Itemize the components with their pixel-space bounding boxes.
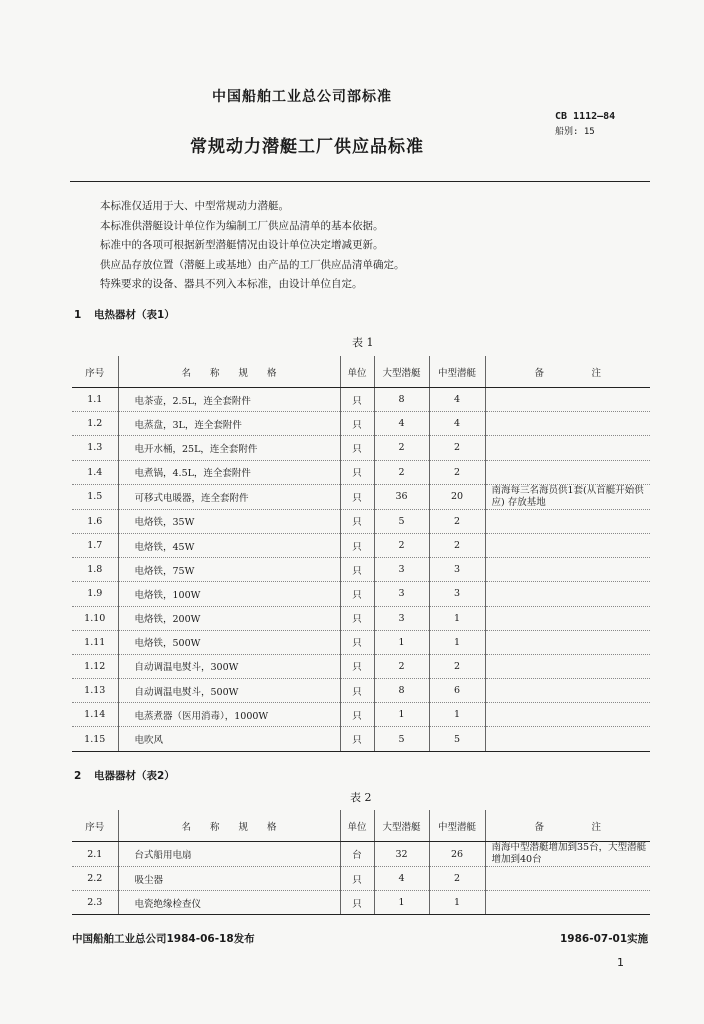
qty-large-sub: 2: [374, 436, 429, 460]
row-number: 1.1: [72, 388, 118, 412]
row-number: 2.3: [72, 891, 118, 915]
qty-medium-sub: 5: [429, 727, 485, 751]
item-name: 电蒸盘，3L，连全套附件: [118, 412, 340, 436]
item-name: 电烙铁，75W: [118, 558, 340, 582]
item-note: [485, 679, 650, 703]
qty-medium-sub: 2: [429, 867, 485, 891]
row-number: 1.5: [72, 484, 118, 509]
qty-medium-sub: 2: [429, 654, 485, 678]
section-title: 电器器材（表2）: [94, 770, 175, 782]
item-unit: 只: [340, 703, 374, 727]
table-header-row: [72, 356, 650, 388]
header-unit: 单位: [340, 810, 374, 842]
table-row: [72, 558, 650, 582]
intro-paragraphs: [100, 197, 660, 295]
intro-line: 本标准仅适用于大、中型常规动力潜艇。: [100, 200, 289, 212]
item-note: [485, 606, 650, 630]
item-note: [485, 867, 650, 891]
table-row: [72, 606, 650, 630]
qty-large-sub: 1: [374, 891, 429, 915]
qty-large-sub: 36: [374, 484, 429, 509]
item-note: [485, 509, 650, 533]
row-number: 1.9: [72, 582, 118, 606]
item-unit: 只: [340, 679, 374, 703]
row-number: 1.10: [72, 606, 118, 630]
row-number: 1.15: [72, 727, 118, 751]
item-note: [485, 388, 650, 412]
item-note: 南海中型潜艇增加到35台，大型潜艇增加到40台: [485, 842, 650, 867]
qty-medium-sub: 4: [429, 412, 485, 436]
table-row: [72, 484, 650, 509]
item-name: 电烙铁，100W: [118, 582, 340, 606]
item-name: 自动调温电熨斗，500W: [118, 679, 340, 703]
item-name: 电开水桶，25L，连全套附件: [118, 436, 340, 460]
intro-line: 特殊要求的设备、器具不列入本标准，由设计单位自定。: [100, 278, 363, 290]
qty-medium-sub: 2: [429, 509, 485, 533]
item-name: 电烙铁，45W: [118, 533, 340, 557]
item-note: [485, 891, 650, 915]
item-note: [485, 727, 650, 751]
table-row: [72, 533, 650, 557]
item-note: 南海每三名海员供1套(从首艇开始供应) 存放基地: [485, 484, 650, 509]
table-row: [72, 727, 650, 751]
item-name: 电茶壶，2.5L，连全套附件: [118, 388, 340, 412]
table-row: [72, 891, 650, 915]
item-note: [485, 703, 650, 727]
qty-large-sub: 4: [374, 412, 429, 436]
row-number: 2.1: [72, 842, 118, 867]
item-note: [485, 582, 650, 606]
item-note: [485, 436, 650, 460]
row-number: 1.12: [72, 654, 118, 678]
section-title: 电热器材（表1）: [94, 309, 175, 321]
intro-line: 标准中的各项可根据新型潜艇情况由设计单位决定增减更新。: [100, 239, 384, 251]
qty-medium-sub: 3: [429, 558, 485, 582]
item-name: 吸尘器: [118, 867, 340, 891]
standard-category: 船别: 15: [555, 127, 595, 137]
table-row: [72, 679, 650, 703]
item-name: 电吹风: [118, 727, 340, 751]
item-note: [485, 533, 650, 557]
qty-large-sub: 2: [374, 533, 429, 557]
table-row: [72, 509, 650, 533]
row-number: 1.14: [72, 703, 118, 727]
qty-large-sub: 3: [374, 606, 429, 630]
header-note: 备 注: [485, 356, 650, 388]
row-number: 1.2: [72, 412, 118, 436]
table-row: [72, 436, 650, 460]
section-1-heading: [74, 307, 175, 322]
table-row: [72, 867, 650, 891]
item-unit: 只: [340, 630, 374, 654]
header-large: 大型潜艇: [374, 810, 429, 842]
qty-medium-sub: 3: [429, 582, 485, 606]
table-row: [72, 654, 650, 678]
table-row: [72, 630, 650, 654]
qty-large-sub: 5: [374, 509, 429, 533]
item-name: 电瓷绝缘检查仪: [118, 891, 340, 915]
item-name: 电烙铁，500W: [118, 630, 340, 654]
item-unit: 只: [340, 412, 374, 436]
table-row: [72, 582, 650, 606]
header-no: 序号: [72, 356, 118, 388]
qty-medium-sub: 2: [429, 533, 485, 557]
table-row: [72, 842, 650, 867]
item-unit: 台: [340, 842, 374, 867]
qty-large-sub: 8: [374, 388, 429, 412]
header-note: 备 注: [485, 810, 650, 842]
qty-medium-sub: 20: [429, 484, 485, 509]
item-name: 电煮锅，4.5L，连全套附件: [118, 460, 340, 484]
qty-large-sub: 3: [374, 558, 429, 582]
row-number: 1.4: [72, 460, 118, 484]
section-2-heading: [74, 768, 175, 783]
item-name: 自动调温电熨斗，300W: [118, 654, 340, 678]
qty-medium-sub: 6: [429, 679, 485, 703]
qty-medium-sub: 2: [429, 460, 485, 484]
item-name: 电蒸煮器（医用消毒），1000W: [118, 703, 340, 727]
item-unit: 只: [340, 533, 374, 557]
qty-large-sub: 2: [374, 460, 429, 484]
qty-large-sub: 5: [374, 727, 429, 751]
table-row: [72, 388, 650, 412]
row-number: 1.6: [72, 509, 118, 533]
qty-large-sub: 8: [374, 679, 429, 703]
item-note: [485, 630, 650, 654]
header-unit: 单位: [340, 356, 374, 388]
item-note: [485, 460, 650, 484]
row-number: 2.2: [72, 867, 118, 891]
item-unit: 只: [340, 654, 374, 678]
row-number: 1.11: [72, 630, 118, 654]
effective-date: 1986-07-01实施: [560, 933, 649, 945]
header-rule: [70, 181, 650, 182]
table-1-caption: 表 1: [352, 336, 374, 349]
table-2-caption: 表 2: [350, 791, 372, 804]
header-medium: 中型潜艇: [429, 810, 485, 842]
header-large: 大型潜艇: [374, 356, 429, 388]
qty-medium-sub: 1: [429, 891, 485, 915]
standard-code: CB 1112—84: [555, 111, 616, 122]
item-unit: 只: [340, 388, 374, 412]
item-name: 电烙铁，35W: [118, 509, 340, 533]
organization: 中国船舶工业总公司部标准: [212, 89, 392, 105]
qty-large-sub: 3: [374, 582, 429, 606]
item-note: [485, 558, 650, 582]
header-no: 序号: [72, 810, 118, 842]
item-unit: 只: [340, 727, 374, 751]
header-name: 名 称 规 格: [118, 356, 340, 388]
page-number: 1: [617, 956, 624, 969]
item-unit: 只: [340, 509, 374, 533]
item-note: [485, 654, 650, 678]
qty-medium-sub: 2: [429, 436, 485, 460]
item-unit: 只: [340, 891, 374, 915]
issued-date: 中国船舶工业总公司1984-06-18发布: [72, 933, 255, 945]
qty-medium-sub: 1: [429, 703, 485, 727]
standard-title: 常规动力潜艇工厂供应品标准: [190, 137, 424, 157]
qty-large-sub: 1: [374, 703, 429, 727]
item-unit: 只: [340, 484, 374, 509]
item-name: 台式船用电扇: [118, 842, 340, 867]
table-1: [72, 356, 650, 752]
qty-medium-sub: 26: [429, 842, 485, 867]
table-row: [72, 460, 650, 484]
section-number: 1: [74, 309, 82, 321]
row-number: 1.13: [72, 679, 118, 703]
qty-medium-sub: 1: [429, 630, 485, 654]
item-unit: 只: [340, 606, 374, 630]
item-unit: 只: [340, 867, 374, 891]
qty-large-sub: 1: [374, 630, 429, 654]
intro-line: 本标准供潜艇设计单位作为编制工厂供应品清单的基本依据。: [100, 219, 384, 232]
row-number: 1.3: [72, 436, 118, 460]
qty-large-sub: 4: [374, 867, 429, 891]
item-note: [485, 412, 650, 436]
item-unit: 只: [340, 582, 374, 606]
item-unit: 只: [340, 460, 374, 484]
row-number: 1.8: [72, 558, 118, 582]
intro-line: 供应品存放位置（潜艇上或基地）由产品的工厂供应品清单确定。: [100, 258, 405, 271]
table-header-row: [72, 810, 650, 842]
table-2: [72, 810, 650, 915]
item-unit: 只: [340, 558, 374, 582]
item-name: 可移式电暖器，连全套附件: [118, 484, 340, 509]
row-number: 1.7: [72, 533, 118, 557]
item-name: 电烙铁，200W: [118, 606, 340, 630]
qty-medium-sub: 4: [429, 388, 485, 412]
qty-medium-sub: 1: [429, 606, 485, 630]
header-name: 名 称 规 格: [118, 810, 340, 842]
item-unit: 只: [340, 436, 374, 460]
table-row: [72, 703, 650, 727]
qty-large-sub: 2: [374, 654, 429, 678]
table-row: [72, 412, 650, 436]
section-number: 2: [74, 770, 82, 782]
header-medium: 中型潜艇: [429, 356, 485, 388]
qty-large-sub: 32: [374, 842, 429, 867]
